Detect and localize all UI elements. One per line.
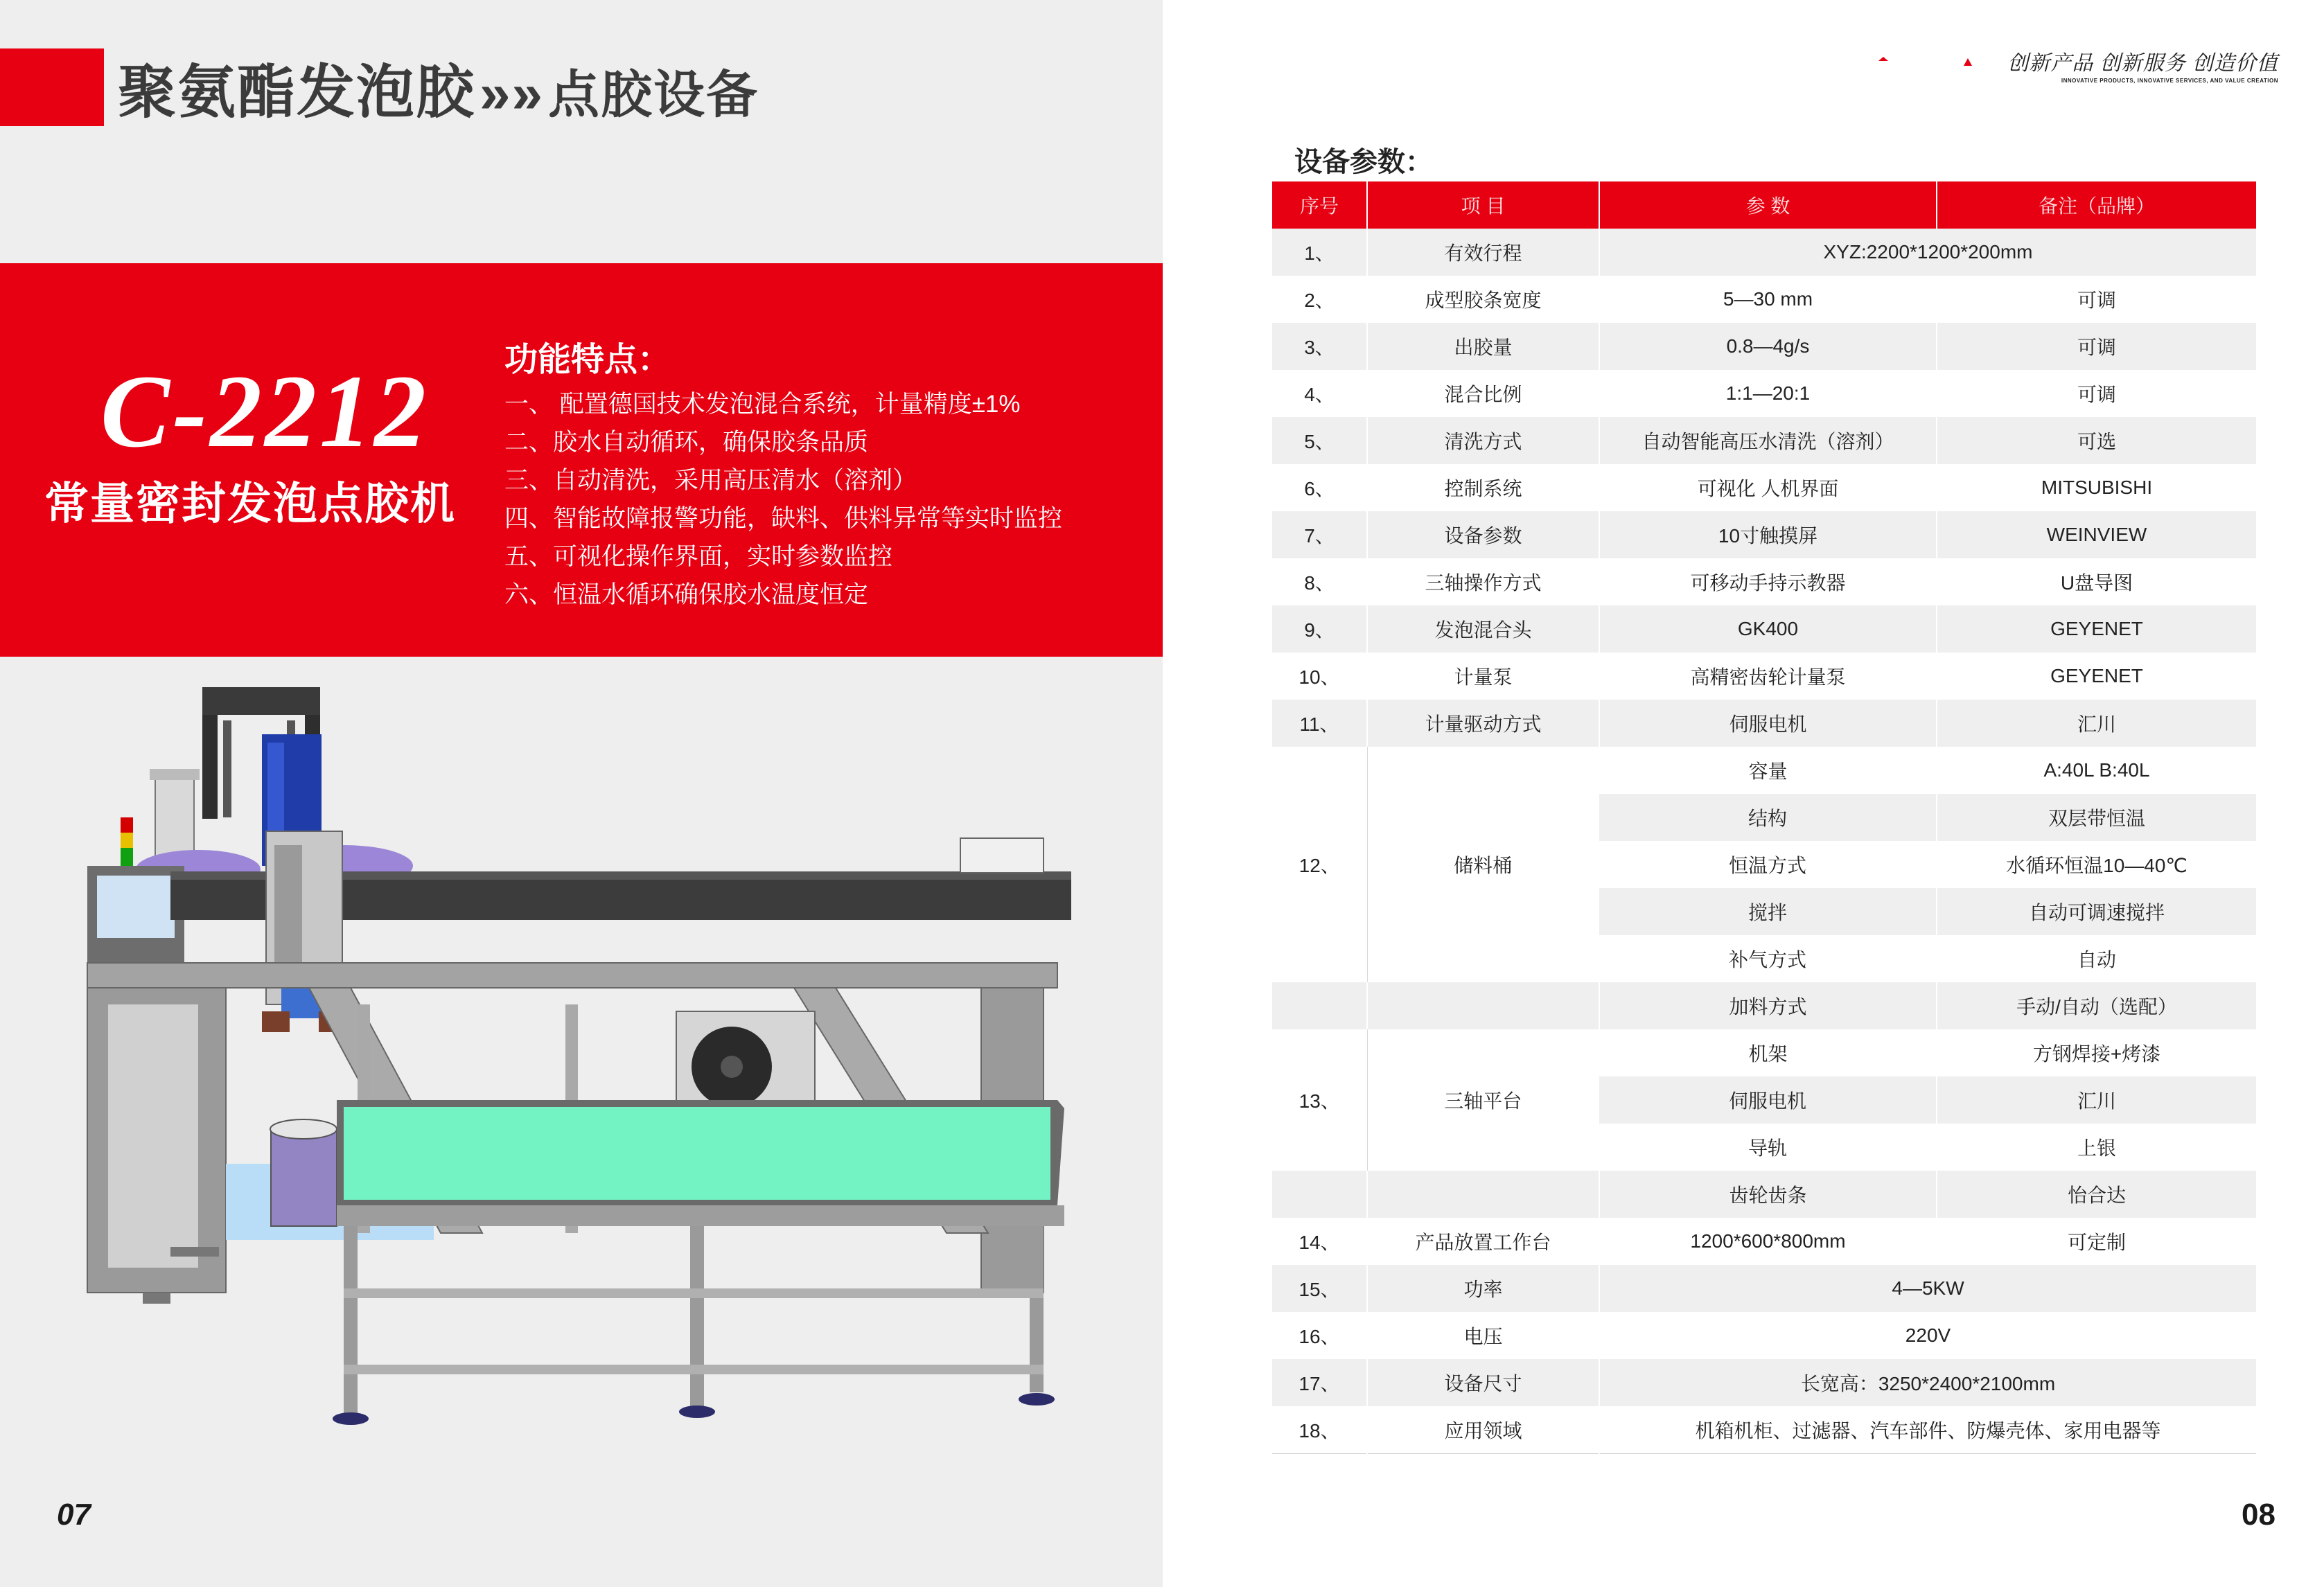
cell-item: 三轴平台 xyxy=(1367,1029,1599,1171)
cell-param: 5—30 mm xyxy=(1599,276,1937,323)
table-row xyxy=(1272,370,2256,417)
cell-item: 应用领域 xyxy=(1367,1406,1599,1454)
cell-param: 可视化 人机界面 xyxy=(1599,464,1937,511)
cell-param: 伺服电机 xyxy=(1599,700,1937,747)
cell-note: 可调 xyxy=(1937,370,2256,417)
cell-no: 10、 xyxy=(1272,653,1367,700)
cell-note: WEINVIEW xyxy=(1937,511,2256,558)
cell-note: 自动 xyxy=(1937,935,2256,982)
cell-param: 机架 xyxy=(1599,1029,1937,1076)
feature-item: 四、智能故障报警功能，缺料、供料异常等实时监控 xyxy=(504,505,1063,532)
cell-item: 计量泵 xyxy=(1367,653,1599,700)
red-mark-icon xyxy=(1878,57,1888,61)
table-row xyxy=(1272,1029,2256,1076)
page-number-right: 08 xyxy=(2242,1498,2275,1532)
table-row xyxy=(1272,464,2256,511)
feature-item: 二、胶水自动循环，确保胶条品质 xyxy=(504,429,869,456)
cell-no: 11、 xyxy=(1272,700,1367,747)
table-row xyxy=(1272,558,2256,605)
cell-item xyxy=(1367,982,1599,1029)
cell-note: U盘导图 xyxy=(1937,558,2256,605)
cell-no: 17、 xyxy=(1272,1359,1367,1406)
cell-item: 功率 xyxy=(1367,1265,1599,1312)
cell-param: 220V xyxy=(1599,1312,2256,1359)
cell-note: 汇川 xyxy=(1937,1076,2256,1124)
cell-item: 三轴操作方式 xyxy=(1367,558,1599,605)
slogan-cn: 创新产品 创新服务 创造价值 xyxy=(2007,52,2278,75)
table-row xyxy=(1272,747,2256,794)
table-row xyxy=(1272,1406,2256,1454)
cell-no: 4、 xyxy=(1272,370,1367,417)
table-row xyxy=(1272,1359,2256,1406)
cell-no: 13、 xyxy=(1272,1029,1367,1171)
cell-no: 15、 xyxy=(1272,1265,1367,1312)
cell-param: 长宽高：3250*2400*2100mm xyxy=(1599,1359,2256,1406)
cell-param: 0.8—4g/s xyxy=(1599,323,1937,370)
cell-no: 9、 xyxy=(1272,605,1367,653)
table-row xyxy=(1272,1312,2256,1359)
feature-item: 三、自动清洗，采用高压清水（溶剂） xyxy=(504,467,917,494)
cell-note: MITSUBISHI xyxy=(1937,464,2256,511)
header-param: 参 数 xyxy=(1599,181,1937,229)
cell-item: 成型胶条宽度 xyxy=(1367,276,1599,323)
cell-no xyxy=(1272,1171,1367,1218)
page-title-sub: 点胶设备 xyxy=(548,66,759,123)
cell-note: GEYENET xyxy=(1937,653,2256,700)
cell-note: 怡合达 xyxy=(1937,1171,2256,1218)
cell-item: 有效行程 xyxy=(1367,229,1599,276)
cell-param: 机箱机柜、过滤器、汽车部件、防爆壳体、家用电器等 xyxy=(1599,1406,2256,1454)
cell-note: 手动/自动（选配） xyxy=(1937,982,2256,1029)
cell-param: 4—5KW xyxy=(1599,1265,2256,1312)
cell-param: 伺服电机 xyxy=(1599,1076,1937,1124)
cell-item: 计量驱动方式 xyxy=(1367,700,1599,747)
cell-item: 产品放置工作台 xyxy=(1367,1218,1599,1265)
cell-item: 储料桶 xyxy=(1367,747,1599,982)
cell-no: 14、 xyxy=(1272,1218,1367,1265)
cell-item xyxy=(1367,1171,1599,1218)
table-row xyxy=(1272,1171,2256,1218)
cell-no: 18、 xyxy=(1272,1406,1367,1454)
cell-no: 16、 xyxy=(1272,1312,1367,1359)
page-title-main: 聚氨酯发泡胶 xyxy=(118,60,476,125)
cell-param: GK400 xyxy=(1599,605,1937,653)
cell-note: 水循环恒温10—40℃ xyxy=(1937,841,2256,888)
table-row xyxy=(1272,982,2256,1029)
cell-item: 控制系统 xyxy=(1367,464,1599,511)
cell-item: 发泡混合头 xyxy=(1367,605,1599,653)
cell-param: 加料方式 xyxy=(1599,982,1937,1029)
table-row xyxy=(1272,229,2256,276)
cell-no: 1、 xyxy=(1272,229,1367,276)
cell-param: 结构 xyxy=(1599,794,1937,841)
cell-item: 清洗方式 xyxy=(1367,417,1599,464)
header-note: 备注（品牌） xyxy=(1937,181,2256,229)
cell-no: 2、 xyxy=(1272,276,1367,323)
cell-param: 10寸触摸屏 xyxy=(1599,511,1937,558)
machine-name: 常量密封发泡点胶机 xyxy=(44,479,456,529)
header-no: 序号 xyxy=(1272,181,1367,229)
cell-note: 可调 xyxy=(1937,323,2256,370)
cell-note: 双层带恒温 xyxy=(1937,794,2256,841)
cell-param: 1200*600*800mm xyxy=(1599,1218,1937,1265)
table-row xyxy=(1272,1265,2256,1312)
table-header-row xyxy=(1272,181,2256,229)
cell-no: 12、 xyxy=(1272,747,1367,982)
table-row xyxy=(1272,511,2256,558)
cell-note: 上银 xyxy=(1937,1124,2256,1171)
cell-param: 搅拌 xyxy=(1599,888,1937,935)
cell-param: 补气方式 xyxy=(1599,935,1937,982)
header-item: 项 目 xyxy=(1367,181,1599,229)
cell-param: 高精密齿轮计量泵 xyxy=(1599,653,1937,700)
cell-note: 汇川 xyxy=(1937,700,2256,747)
cell-note: 可定制 xyxy=(1937,1218,2256,1265)
cell-param: 自动智能高压水清洗（溶剂） xyxy=(1599,417,1937,464)
cell-item: 电压 xyxy=(1367,1312,1599,1359)
cell-note: 自动可调速搅拌 xyxy=(1937,888,2256,935)
table-row xyxy=(1272,605,2256,653)
params-title: 设备参数： xyxy=(1294,147,1433,177)
cell-param: XYZ:2200*1200*200mm xyxy=(1599,229,2256,276)
feature-item: 一、 配置德国技术发泡混合系统，计量精度±1% xyxy=(504,391,1021,418)
table-row xyxy=(1272,653,2256,700)
cell-param: 1:1—20:1 xyxy=(1599,370,1937,417)
cell-item: 混合比例 xyxy=(1367,370,1599,417)
cell-param: 导轨 xyxy=(1599,1124,1937,1171)
table-row xyxy=(1272,276,2256,323)
cell-no: 8、 xyxy=(1272,558,1367,605)
double-chevron-icon: »» xyxy=(479,62,544,124)
cell-param: 容量 xyxy=(1599,747,1937,794)
model-number: C-2212 xyxy=(100,354,429,469)
cell-note: GEYENET xyxy=(1937,605,2256,653)
cell-no: 5、 xyxy=(1272,417,1367,464)
cell-param: 齿轮齿条 xyxy=(1599,1171,1937,1218)
feature-item: 六、恒温水循环确保胶水温度恒定 xyxy=(504,581,869,608)
cell-no: 3、 xyxy=(1272,323,1367,370)
cell-note: 可选 xyxy=(1937,417,2256,464)
cell-note: A:40L B:40L xyxy=(1937,747,2256,794)
table-row xyxy=(1272,700,2256,747)
cell-param: 可移动手持示教器 xyxy=(1599,558,1937,605)
feature-item: 五、可视化操作界面，实时参数监控 xyxy=(504,543,893,570)
cell-item: 出胶量 xyxy=(1367,323,1599,370)
cell-no: 6、 xyxy=(1272,464,1367,511)
title-accent-block xyxy=(0,48,104,126)
slogan-en: INNOVATIVE PRODUCTS, INNOVATIVE SERVICES, AND VALUE CREATION xyxy=(2061,78,2278,84)
cell-item: 设备尺寸 xyxy=(1367,1359,1599,1406)
cell-item: 设备参数 xyxy=(1367,511,1599,558)
features-title: 功能特点： xyxy=(504,342,671,378)
cell-no: 7、 xyxy=(1272,511,1367,558)
cell-no xyxy=(1272,982,1367,1029)
cell-param: 恒温方式 xyxy=(1599,841,1937,888)
cell-note: 方钢焊接+烤漆 xyxy=(1937,1029,2256,1076)
company-slogan xyxy=(2007,46,2278,84)
page-number-left: 07 xyxy=(57,1498,91,1532)
machine-illustration xyxy=(67,679,1134,1441)
table-row xyxy=(1272,417,2256,464)
parameter-table xyxy=(1272,181,2256,1454)
page-title xyxy=(118,46,759,130)
feature-list xyxy=(504,385,1062,614)
table-row xyxy=(1272,1218,2256,1265)
table-row xyxy=(1272,323,2256,370)
cell-note: 可调 xyxy=(1937,276,2256,323)
right-page xyxy=(1163,0,2324,1587)
red-triangle-icon xyxy=(1964,58,1972,66)
